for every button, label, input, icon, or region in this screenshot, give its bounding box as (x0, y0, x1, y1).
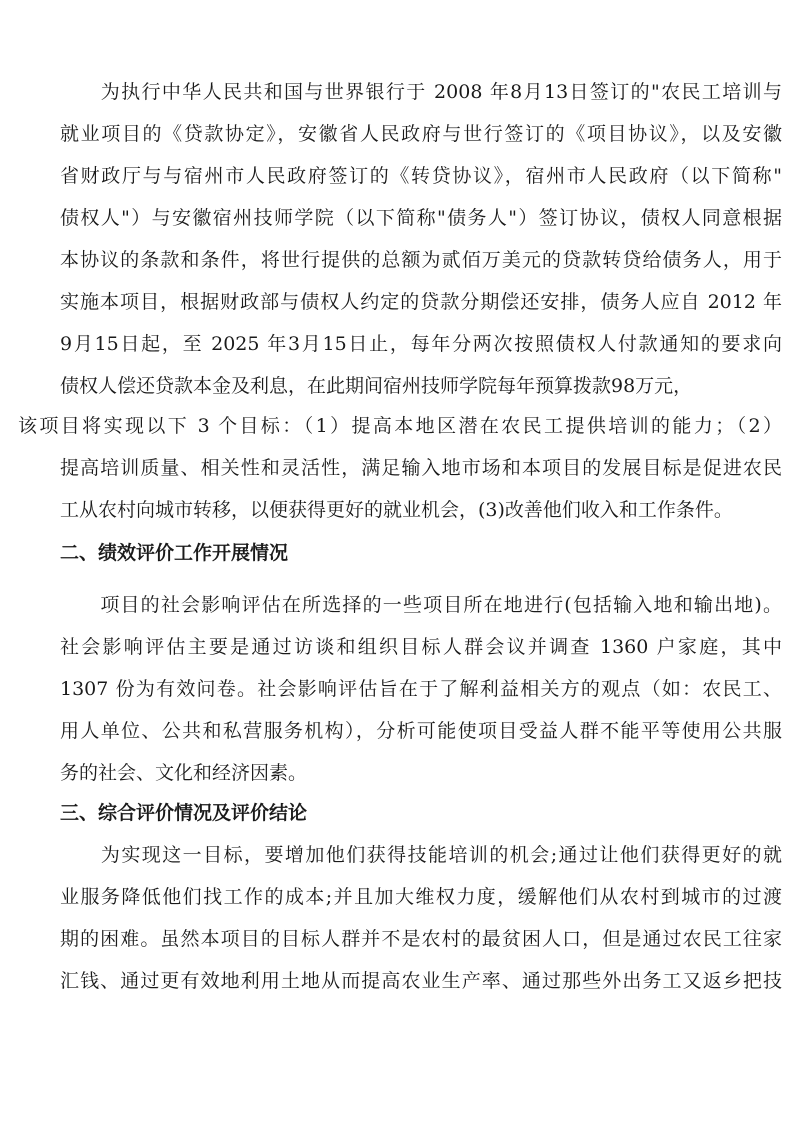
body-text-line: 9月15日起，至 2025 年3月15日止，每年分两次按照债权人付款通知的要求向 (60, 333, 782, 355)
body-text-line: 社会影响评估主要是通过访谈和组织目标人群会议并调查 1360 户家庭，其中 (60, 636, 782, 658)
body-text-line: 提高培训质量、相关性和灵活性，满足输入地市场和本项目的发展目标是促进农民 (60, 457, 782, 479)
section-heading: 二、绩效评价工作开展情况 (60, 542, 289, 564)
body-text-line: 汇钱、通过更有效地利用土地从而提高农业生产率、通过那些外出务工又返乡把技 (60, 970, 782, 992)
section-heading: 三、综合评价情况及评价结论 (60, 802, 308, 824)
body-text-line: 务的社会、文化和经济因素。 (60, 762, 308, 784)
body-text-line: 用人单位、公共和私营服务机构），分析可能使项目受益人群不能平等使用公共服 (60, 720, 782, 742)
body-text-line: 就业项目的《贷款协定》，安徽省人民政府与世行签订的《项目协议》，以及安徽 (60, 123, 782, 145)
body-text-line: 债权人偿还贷款本金及利息，在此期间宿州技师学院每年预算拨款98万元， (60, 375, 693, 397)
body-text-line: 项目的社会影响评估在所选择的一些项目所在地进行(包括输入地和输出地)。 (60, 594, 782, 616)
body-text-line: 本协议的条款和条件，将世行提供的总额为贰佰万美元的贷款转贷给债务人，用于 (60, 249, 782, 271)
body-text-line: 实施本项目，根据财政部与债权人约定的贷款分期偿还安排，债务人应自 2012 年 (60, 291, 782, 313)
body-text-line: 1307 份为有效问卷。社会影响评估旨在于了解利益相关方的观点（如：农民工、 (60, 678, 782, 700)
body-text-line: 该项目将实现以下 3 个目标：（1）提高本地区潜在农民工提供培训的能力；（2） (18, 415, 782, 437)
body-text-line: 为执行中华人民共和国与世界银行于 2008 年8月13日签订的"农民工培训与 (60, 81, 782, 103)
body-text-line: 工从农村向城市转移，以便获得更好的就业机会，(3)改善他们收入和工作条件。 (60, 499, 733, 521)
body-text-line: 业服务降低他们找工作的成本;并且加大维权力度，缓解他们从农村到城市的过渡 (60, 886, 782, 908)
body-text-line: 期的困难。虽然本项目的目标人群并不是农村的最贫困人口，但是通过农民工往家 (60, 928, 782, 950)
body-text-line: 省财政厅与与宿州市人民政府签订的《转贷协议》，宿州市人民政府（以下简称" (60, 165, 782, 187)
body-text-line: 为实现这一目标，要增加他们获得技能培训的机会;通过让他们获得更好的就 (60, 844, 782, 866)
body-text-line: 债权人"）与安徽宿州技师学院（以下简称"债务人"）签订协议，债权人同意根据 (60, 207, 782, 229)
